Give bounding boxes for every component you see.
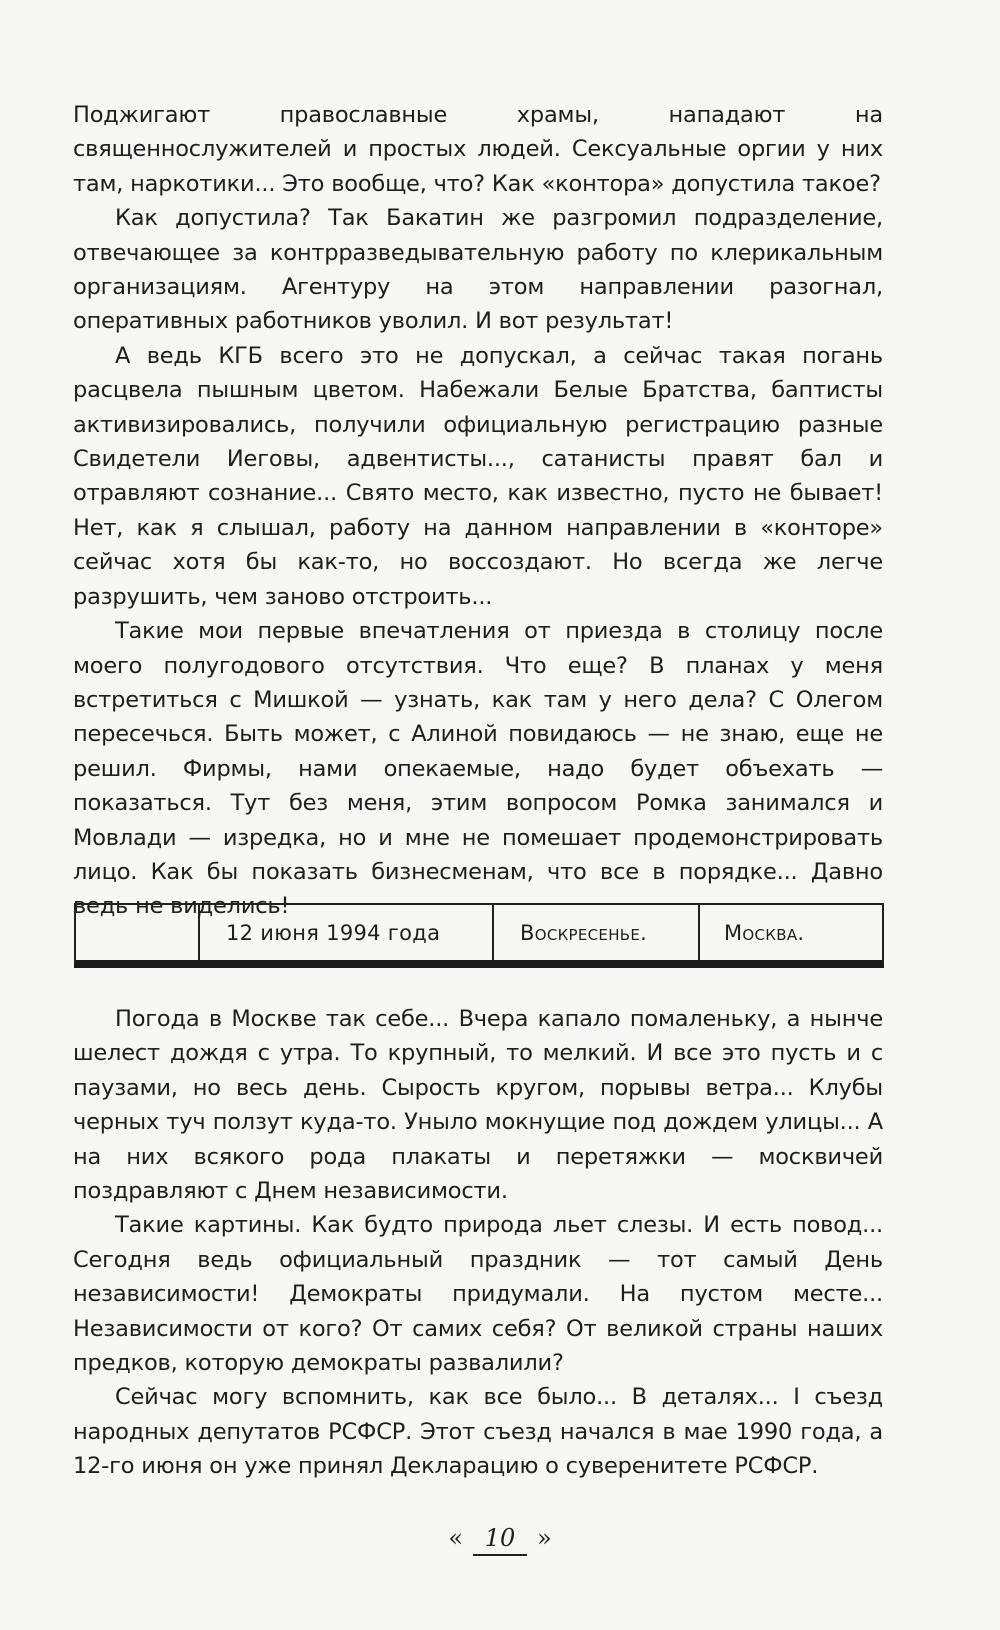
paragraph: Сейчас могу вспомнить, как все было... В деталях... I съезд народных депутатов РСФСР. Этот съезд начался в мае 1990 года, а 12-го июня он уже принял Декларацию о суверенитете РСФСР. — [73, 1384, 883, 1480]
page-number-right-mark: » — [537, 1524, 552, 1552]
page-number — [0, 1522, 1000, 1556]
paragraph: Погода в Москве так себе... Вчера капало помаленьку, а нынче шелест дождя с утра. То крупный, то мелкий. И все это пусть и с паузами, но весь день. Сырость кругом, порывы ветра... Клубы черных туч ползут куда-то. Уныло мокнущие под дождем улицы... А на них всякого рода плакаты и перетяжки — москвичей поздравляют с Днем независимости. — [73, 1006, 883, 1205]
paragraph: Такие картины. Как будто природа льет слезы. И есть повод... Сегодня ведь официальный праздник — тот самый День независимости! Демократы придумали. На пустом месте... Независимости от кого? От самих себя? От великой страны наших предков, которую демократы развалили? — [73, 1212, 883, 1377]
date-header-empty-cell — [76, 905, 200, 960]
body-text-bottom — [73, 1002, 883, 1484]
date-header-weekday: Воскресенье. — [494, 905, 700, 960]
paragraph: Такие мои первые впечатления от приезда в столицу после моего полугодового отсутствия. Что еще? В планах у меня встретиться с Мишкой — узнать, как там у него дела? С Олегом пересечься. Быть может, с Алиной повидаюсь — не знаю, еще не решил. Фирмы, нами опекаемые, надо будет объехать — показаться. Тут без меня, этим вопросом Ромка занимался и Мовлади — изредка, но и мне не помешает продемонстрировать лицо. Как бы показать бизнесменам, что все в порядке... Давно ведь не виделись! — [73, 618, 883, 920]
date-header-date: 12 июня 1994 года — [200, 905, 494, 960]
body-text-top — [73, 98, 883, 924]
paragraph: Поджигают православные храмы, нападают на священнослужителей и простых людей. Сексуальные оргии у них там, наркотики... Это вообще, что? Как «контора» допустила такое? — [73, 102, 883, 197]
date-header-city: Москва. — [724, 920, 805, 945]
paragraph: А ведь КГБ всего это не допускал, а сейчас такая погань расцвела пышным цветом. Набежали Белые Братства, баптисты активизировались, получили официальную регистрацию разные Свидетели Иеговы, адвентисты..., сатанисты правят бал и отравляют сознание... Свято место, как известно, пусто не бывает! Нет, как я слышал, работу на данном направлении в «конторе» сейчас хотя бы как-то, но воссоздают. Но всегда же легче разрушить, чем заново отстроить... — [73, 342, 883, 610]
date-header — [74, 903, 884, 968]
page-number-value: 10 — [473, 1522, 527, 1556]
page-number-left-mark: « — [448, 1524, 463, 1552]
paragraph: Как допустила? Так Бакатин же разгромил подразделение, отвечающее за контрразведывательную работу по клерикальным организациям. Агентуру на этом направлении разогнал, оперативных работников уволил. И вот результат! — [73, 205, 883, 335]
